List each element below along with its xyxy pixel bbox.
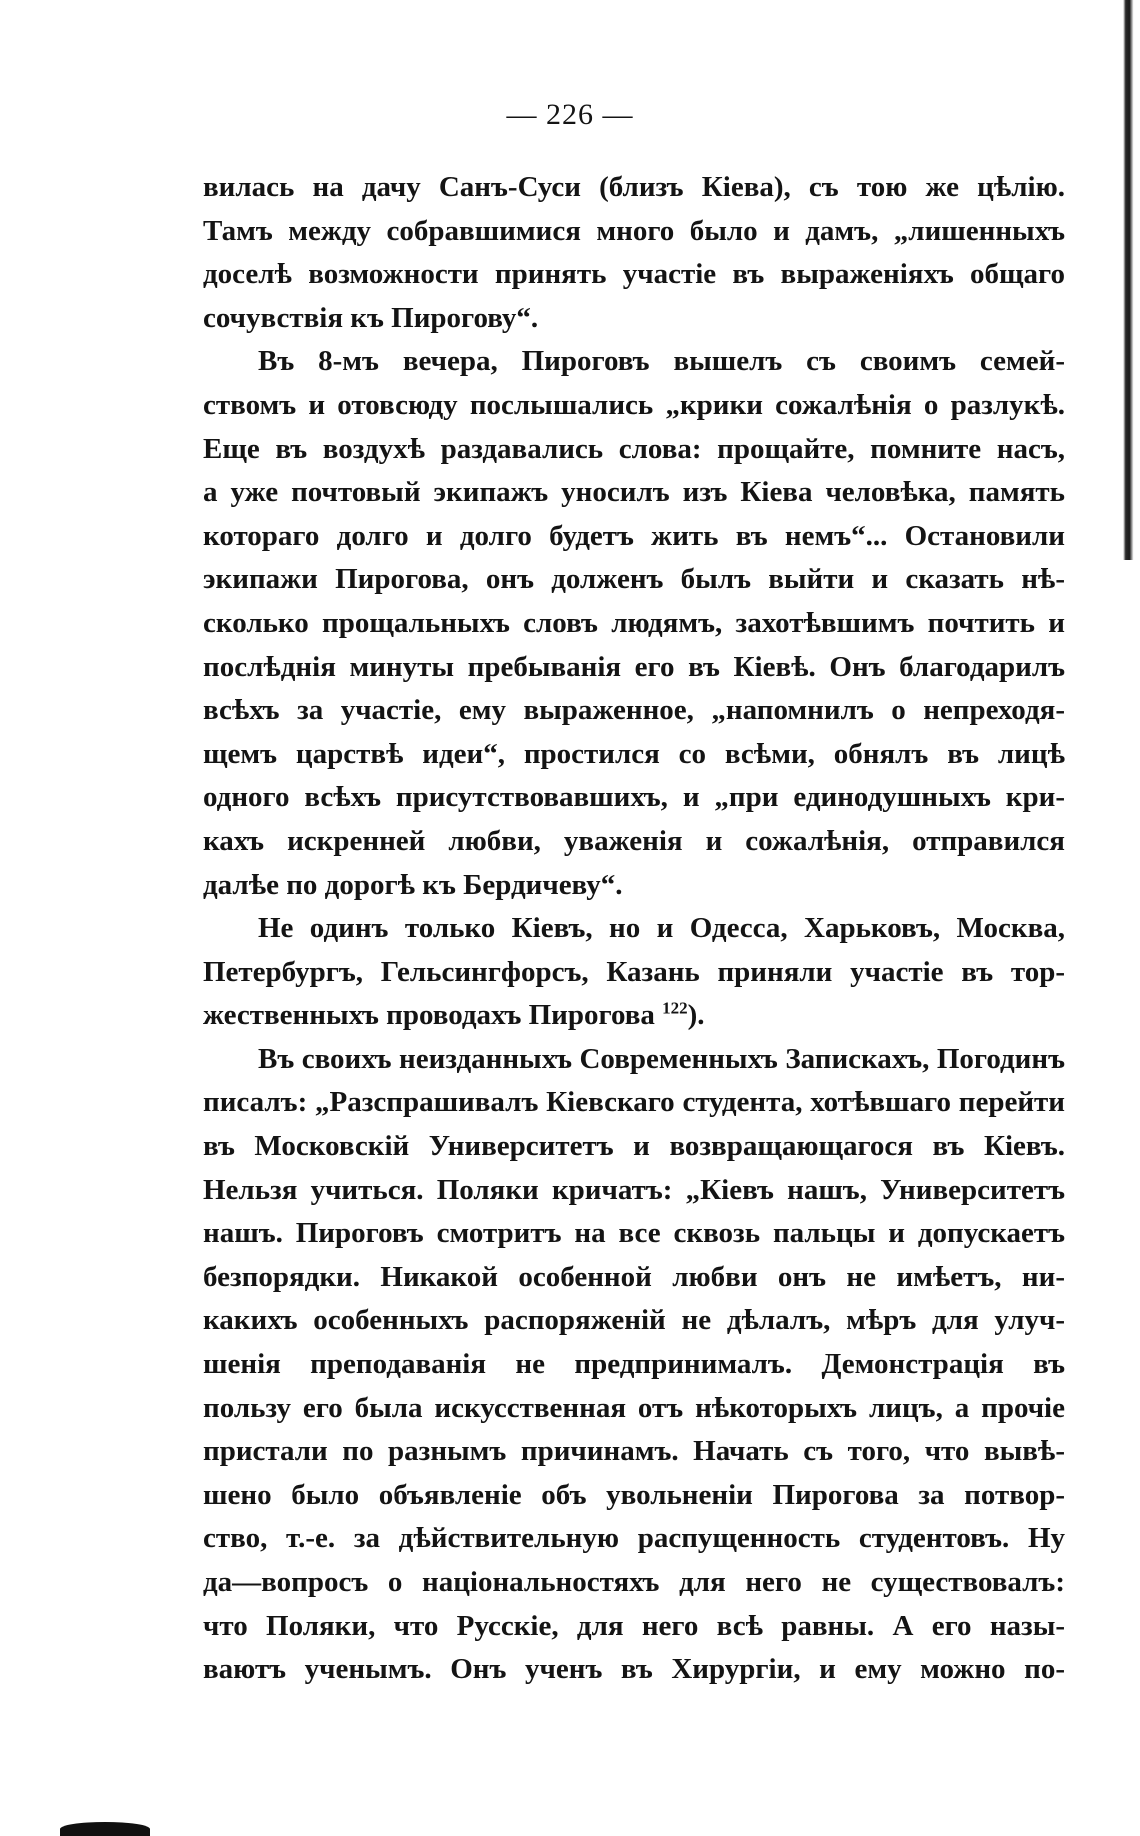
text-line: [203, 515, 1065, 559]
text-line-content: шено было объявленіе объ увольненіи Пирогова за потвор-: [203, 1478, 1065, 1511]
text-line: [203, 994, 1065, 1038]
text-line-content: пристали по разнымъ причинамъ. Начать съ того, что вывѣ-: [203, 1435, 1065, 1468]
text-line-content: одного всѣхъ присутствовавшихъ, и „при единодушныхъ кри-: [203, 781, 1065, 814]
text-line-content: безпорядки. Никакой особенной любви онъ не имѣетъ, ни-: [203, 1260, 1065, 1293]
text-line-content: сколько прощальныхъ словъ людямъ, захотѣвшимъ почтить и: [203, 606, 1065, 639]
text-line: [203, 733, 1065, 777]
text-line: [203, 166, 1065, 210]
text-line: [203, 1256, 1065, 1300]
scan-edge-right: [1114, 0, 1140, 560]
text-line-content: сочувствія къ Пирогову“.: [203, 301, 539, 334]
text-line-content: далѣе по дорогѣ къ Бердичеву“.: [203, 868, 623, 901]
text-line: [203, 646, 1065, 690]
text-line-content: пользу его была искусственная отъ нѣкоторыхъ лицъ, а прочіе: [203, 1391, 1065, 1424]
text-line: [203, 1474, 1065, 1518]
text-line-content: Не одинъ только Кіевъ, но и Одесса, Харьковъ, Москва,: [258, 912, 1065, 945]
text-line-content: да—вопросъ о національностяхъ для него не существовалъ:: [203, 1566, 1065, 1598]
text-line-content: доселѣ возможности принять участіе въ выраженіяхъ общаго: [203, 258, 1065, 291]
text-line: [203, 1038, 1065, 1082]
text-line: [203, 1648, 1065, 1692]
text-line-content: Тамъ между собравшимися много было и дамъ, „лишенныхъ: [203, 214, 1065, 247]
text-line: [203, 558, 1065, 602]
text-line-content: ство, т.-е. за дѣйствительную распущенность студентовъ. Ну: [203, 1522, 1065, 1555]
text-line-content: нашъ. Пироговъ смотритъ на все сквозь пальцы и допускаетъ: [203, 1217, 1065, 1250]
text-line: [203, 602, 1065, 646]
body-text: [203, 166, 1065, 1692]
text-line: [203, 1343, 1065, 1387]
scan-edge-bottom: [60, 1822, 150, 1836]
text-line: [203, 1125, 1065, 1169]
text-line-content: въ Московскій Университетъ и возвращающагося въ Кіевъ.: [203, 1130, 1065, 1163]
text-line-content: а уже почтовый экипажъ уносилъ изъ Кіева человѣка, память: [203, 476, 1065, 509]
footnote-marker: 122: [662, 998, 688, 1018]
text-line-content: ваютъ ученымъ. Онъ ученъ въ Хирургіи, и ему можно по-: [203, 1653, 1065, 1686]
text-line-content: щемъ царствѣ идеи“, простился со всѣми, обнялъ въ лицѣ: [203, 737, 1065, 770]
text-line-content: Нельзя учиться. Поляки кричатъ: „Кіевъ нашъ, Университетъ: [203, 1173, 1065, 1206]
text-line: [203, 428, 1065, 472]
text-line: [203, 340, 1065, 384]
text-line: [203, 864, 1065, 908]
text-line-content: Въ своихъ неизданныхъ Современныхъ Запискахъ, Погодинъ: [258, 1042, 1065, 1075]
text-line-content: всѣхъ за участіе, ему выраженное, „напомнилъ о непреходя-: [203, 694, 1065, 727]
text-line: [203, 1387, 1065, 1431]
text-line: [203, 253, 1065, 297]
text-line: [203, 907, 1065, 951]
text-line-content: ствомъ и отовсюду послышались „крики сожалѣнія о разлукѣ.: [203, 388, 1065, 421]
text-line: [203, 1605, 1065, 1649]
text-line-content: жественныхъ проводахъ Пирогова: [203, 999, 655, 1032]
text-line: [203, 471, 1065, 515]
text-line-content: кахъ искренней любви, уваженія и сожалѣнія, отправился: [203, 824, 1065, 857]
text-line: [203, 210, 1065, 254]
text-line: [203, 1212, 1065, 1256]
text-line-content: котораго долго и долго будетъ жить въ немъ“... Остановили: [203, 519, 1065, 552]
text-line: [203, 1561, 1065, 1605]
text-line-content: шенія преподаванія не предпринималъ. Демонстрація въ: [203, 1348, 1065, 1381]
text-line: [203, 1299, 1065, 1343]
text-line: [203, 1169, 1065, 1213]
text-line-content: Въ 8-мъ вечера, Пироговъ вышелъ съ своимъ семей-: [258, 345, 1065, 378]
text-line-content: послѣднія минуты пребыванія его въ Кіевѣ. Онъ благодарилъ: [203, 650, 1065, 683]
text-line-content: что Поляки, что Русскіе, для него всѣ равны. А его назы-: [203, 1609, 1065, 1642]
text-line-content: Петербургъ, Гельсингфорсъ, Казань приняли участіе въ тор-: [203, 955, 1065, 988]
text-line-content: вилась на дачу Санъ-Суси (близъ Кіева), съ тою же цѣлію.: [203, 171, 1065, 203]
text-line: [203, 1430, 1065, 1474]
text-line: [203, 297, 1065, 341]
text-line: [203, 820, 1065, 864]
text-line-content: Еще въ воздухѣ раздавались слова: прощайте, помните насъ,: [203, 432, 1065, 465]
text-line-content: писалъ: „Разспрашивалъ Кіевскаго студента, хотѣвшаго перейти: [203, 1086, 1065, 1119]
text-line: [203, 1081, 1065, 1125]
text-line: [203, 951, 1065, 995]
text-line: [203, 776, 1065, 820]
text-line-content: экипажи Пирогова, онъ долженъ былъ выйти и сказать нѣ-: [203, 563, 1065, 596]
page-number: — 226 —: [506, 98, 634, 131]
text-line: [203, 1517, 1065, 1561]
text-line-tail: ).: [687, 999, 705, 1032]
text-line: [203, 384, 1065, 428]
text-line-content: какихъ особенныхъ распоряженій не дѣлалъ, мѣръ для улуч-: [203, 1304, 1065, 1337]
text-line: [203, 689, 1065, 733]
